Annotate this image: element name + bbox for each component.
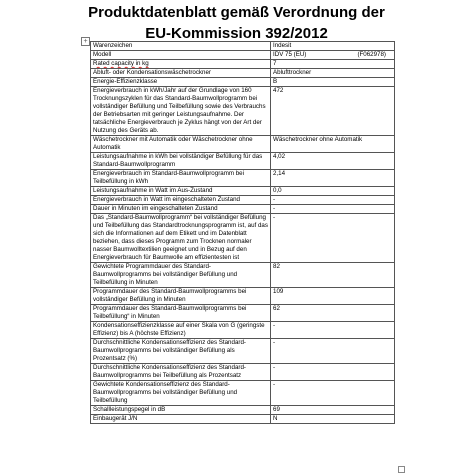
row-label: Gewichtete Kondensationseffizienz des Standard-Baumwollprogramms bei vollständiger Befüllung und Teilbefüllung xyxy=(91,381,271,406)
table-row xyxy=(91,78,395,87)
row-label: Dauer in Minuten im eingeschalteten Zustand xyxy=(91,205,271,214)
row-value: - xyxy=(271,205,395,214)
row-label: Rated capacity in kg xyxy=(91,60,271,69)
row-value: 2,14 xyxy=(271,170,395,187)
model-code: (F062978) xyxy=(357,51,386,58)
product-data-table xyxy=(90,41,395,424)
table-row xyxy=(91,406,395,415)
row-value: 82 xyxy=(271,263,395,288)
table-row xyxy=(91,322,395,339)
row-value: - xyxy=(271,381,395,406)
row-label: Leistungsaufnahme in Watt im Aus-Zustand xyxy=(91,187,271,196)
row-label: Gewichtete Programmdauer des Standard-Baumwollprogramms bei vollständiger Befüllung und Teilbefüllung in Minuten xyxy=(91,263,271,288)
table-row xyxy=(91,381,395,406)
table-row xyxy=(91,263,395,288)
row-label: Energieverbrauch im Standard-Baumwollprogramm bei Teilbefüllung in kWh xyxy=(91,170,271,187)
row-label: Energieverbrauch in Watt im eingeschalteten Zustand xyxy=(91,196,271,205)
row-label: Einbaugerät J/N xyxy=(91,415,271,424)
table-row xyxy=(91,170,395,187)
row-label: Durchschnittliche Kondensationseffizienz des Standard-Baumwollprogramms bei vollständiger Befüllung als Prozentsatz (%) xyxy=(91,339,271,364)
table-row xyxy=(91,153,395,170)
table-row xyxy=(91,339,395,364)
row-value: Indesit xyxy=(271,42,395,51)
table-move-handle-icon[interactable]: + xyxy=(81,37,90,46)
row-label: Wäschetrockner mit Automatik oder Wäschetrockner ohne Automatik xyxy=(91,136,271,153)
table-row xyxy=(91,214,395,263)
row-value: 62 xyxy=(271,305,395,322)
table-row xyxy=(91,415,395,424)
row-value: Wäschetrockner ohne Automatik xyxy=(271,136,395,153)
row-value: Ablufttrockner xyxy=(271,69,395,78)
table-row xyxy=(91,69,395,78)
table-row xyxy=(91,187,395,196)
row-label: Kondensationseffizienzklasse auf einer Skala von G (geringste Effizienz) bis A (höchste Effizienz) xyxy=(91,322,271,339)
table-row xyxy=(91,42,395,51)
table-row xyxy=(91,205,395,214)
row-value: - xyxy=(271,196,395,205)
row-label: Programmdauer des Standard-Baumwollprogramms bei vollständiger Befüllung in Minuten xyxy=(91,288,271,305)
row-value: 69 xyxy=(271,406,395,415)
table-resize-handle[interactable] xyxy=(398,466,405,473)
row-label: Schallleistungspegel in dB xyxy=(91,406,271,415)
model-name: IDV 75 (EU) xyxy=(273,51,307,58)
row-value: 4,02 xyxy=(271,153,395,170)
row-label: Warenzeichen xyxy=(91,42,271,51)
table-row xyxy=(91,51,395,60)
row-label: Leistungsaufnahme in kWh bei vollständiger Befüllung für das Standard-Baumwollprogramm xyxy=(91,153,271,170)
row-label: Modell xyxy=(91,51,271,60)
row-label: Programmdauer des Standard-Baumwollprogramms bei Teilbefüllung“ in Minuten xyxy=(91,305,271,322)
document-title-line-2: EU-Kommission 392/2012 xyxy=(145,25,328,42)
table-row xyxy=(91,364,395,381)
document-title-line-1: Produktdatenblatt gemäß Verordnung der xyxy=(88,4,385,21)
row-value: - xyxy=(271,339,395,364)
row-value: 0,0 xyxy=(271,187,395,196)
row-value: - xyxy=(271,214,395,263)
row-value: N xyxy=(271,415,395,424)
row-label: Abluft- oder Kondensationswäschetrockner xyxy=(91,69,271,78)
table-row xyxy=(91,136,395,153)
row-value: 109 xyxy=(271,288,395,305)
row-label: Energie-Effizienzklasse xyxy=(91,78,271,87)
row-label: Energieverbrauch in kWh/Jahr auf der Grundlage von 160 Trocknungszyklen für das Standard-Baumwollprogramm bei vollständiger Befüllung und Teilbefüllung sowie des Verbrauchs der Betriebsarten mit geringer Leistungsaufnahme. Der tatsächliche Energieverbrauch je Zyklus hängt von der Art der Nutzung des Geräts ab. xyxy=(91,87,271,136)
row-value: 7 xyxy=(271,60,395,69)
table-row xyxy=(91,305,395,322)
table-row xyxy=(91,60,395,69)
table-row xyxy=(91,288,395,305)
row-value: - xyxy=(271,322,395,339)
table-row xyxy=(91,87,395,136)
row-value: B xyxy=(271,78,395,87)
row-value: 472 xyxy=(271,87,395,136)
table-row xyxy=(91,196,395,205)
row-value: - xyxy=(271,364,395,381)
row-label: Durchschnittliche Kondensationseffizienz des Standard-Baumwollprogramms bei Teilbefüllung als Prozentsatz xyxy=(91,364,271,381)
row-value xyxy=(271,51,395,60)
row-label: Das „Standard-Baumwollprogramm“ bei vollständiger Befüllung und Teilbefüllung das Standardtrocknungsprogramm ist, auf das sich die Informationen auf dem Etikett und im Datenblatt beziehen, dass dieses Programm zum Trocknen normaler nasser Baumwolltextilien geeignet und in Bezug auf den Energieverbrauch für Baumwolle am effizientesten ist xyxy=(91,214,271,263)
